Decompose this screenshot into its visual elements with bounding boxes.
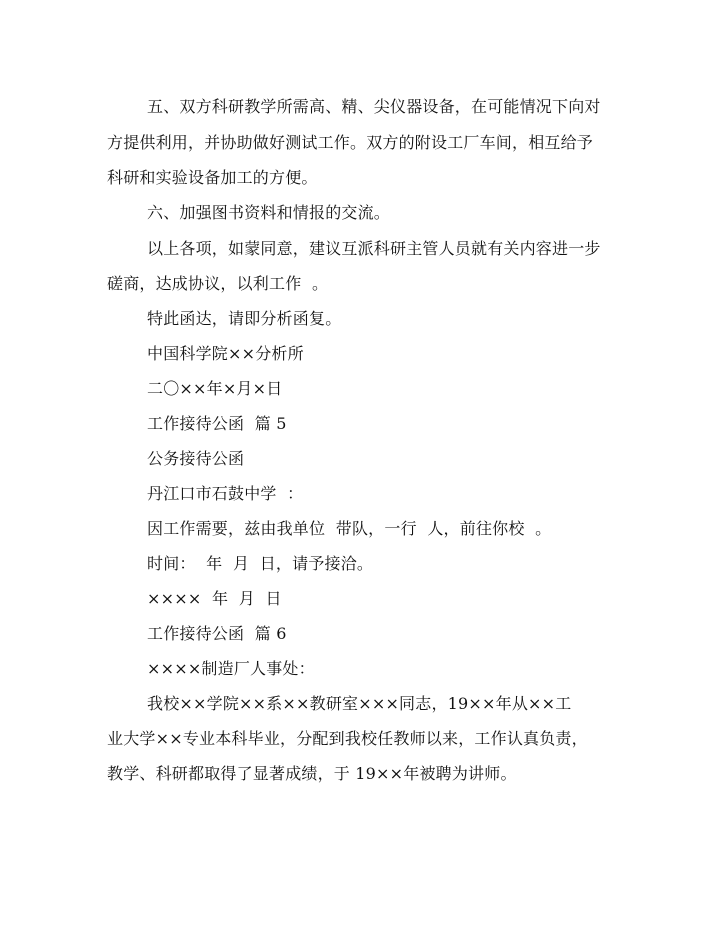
text-line: 因工作需要，兹由我单位 带队，一行 人，前往你校 。 <box>147 519 552 538</box>
text-line: 六、加强图书资料和情报的交流。 <box>147 203 391 222</box>
text-line: 特此函达，请即分析函复。 <box>147 309 342 328</box>
text-line: 二〇××年×月×日 <box>147 379 283 398</box>
text-line: 时间： 年 月 日，请予接洽。 <box>147 554 374 573</box>
addressee: ××××制造厂人事处： <box>147 659 315 678</box>
text-line: 以上各项，如蒙同意，建议互派科研主管人员就有关内容进一步 <box>147 239 601 258</box>
text-line: 磋商，达成协议，以利工作 。 <box>107 274 329 293</box>
date-line: ×××× 年 月 日 <box>147 589 282 608</box>
text-line: 业大学××专业本科毕业，分配到我校任教师以来，工作认真负责， <box>107 729 588 748</box>
text-line: 五、双方科研教学所需高、精、尖仪器设备，在可能情况下向对 <box>147 97 601 116</box>
letter-title: 公务接待公函 <box>147 449 245 468</box>
text-line: 教学、科研都取得了显著成绩，于 19××年被聘为讲师。 <box>107 764 517 783</box>
text-line: 方提供利用，并协助做好测试工作。双方的附设工厂车间，相互给予 <box>107 133 594 152</box>
text-line: 科研和实验设备加工的方便。 <box>107 168 318 187</box>
section-heading: 工作接待公函 篇 6 <box>147 624 287 643</box>
text-line: 我校××学院××系××教研室×××同志，19××年从××工 <box>147 694 572 713</box>
section-heading: 工作接待公函 篇 5 <box>147 414 287 433</box>
addressee: 丹江口市石鼓中学 ： <box>147 484 304 503</box>
text-line: 中国科学院××分析所 <box>147 344 304 363</box>
